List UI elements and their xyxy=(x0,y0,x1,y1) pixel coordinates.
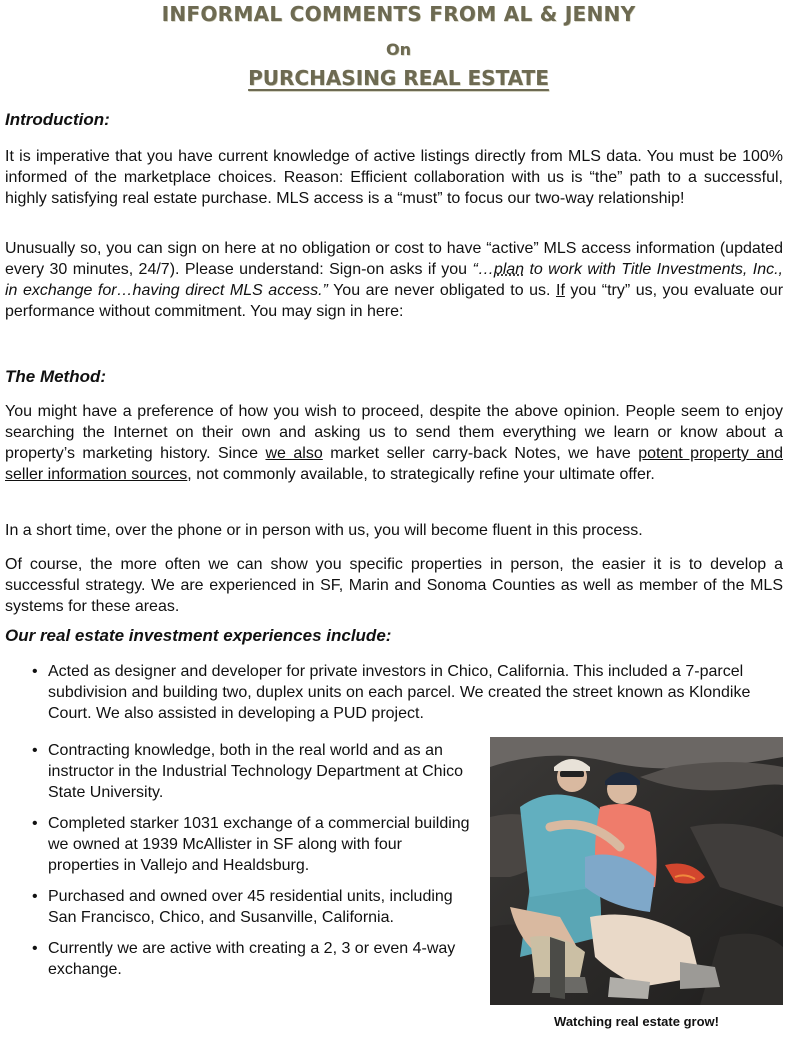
experience-list-wide xyxy=(32,661,784,724)
method-p1-text-b: market seller carry-back Notes, we have xyxy=(322,445,639,462)
method-p1-text-c: , not commonly available, to strategically refine your ultimate offer. xyxy=(187,466,655,483)
experience-heading: Our real estate investment experiences include: xyxy=(5,626,392,645)
method-p1-text-a: You might have a preference of how you wish to proceed, despite the above opinion. People seem to enjoy searching the Internet on their own and asking us to send them everything we learn or know about a property’s marketing history. Since xyxy=(5,403,783,462)
photo-caption: Watching real estate grow! xyxy=(554,1014,719,1029)
intro-p2-if: If xyxy=(556,282,565,299)
document-subtitle: On xyxy=(386,40,411,59)
bullet-dot: • xyxy=(32,663,38,680)
bullet-dot: • xyxy=(32,940,38,957)
method-paragraph-3: Of course, the more often we can show you specific properties in person, the easier it is to develop a successful strategy. We are experienced in SF, Marin and Sonoma Counties as well as member of the MLS systems for these areas. xyxy=(5,556,783,615)
list-item-text: Purchased and owned over 45 residential units, including San Francisco, Chico, and Susanville, California. xyxy=(48,888,453,926)
list-item xyxy=(32,938,472,980)
bullet-dot: • xyxy=(32,742,38,759)
intro-p2-quote-rest: to work with Title Investments, Inc., in exchange for…having direct MLS access.” xyxy=(5,261,784,299)
method-paragraph-1 xyxy=(5,401,783,485)
method-link-info-sources: potent property and seller information sources xyxy=(5,445,784,483)
bullet-dot: • xyxy=(32,815,38,832)
list-item xyxy=(32,813,472,876)
list-item-text: Currently we are active with creating a 2, 3 or even 4-way exchange. xyxy=(48,940,456,978)
list-item xyxy=(32,886,472,928)
introduction-paragraph-2 xyxy=(5,238,783,322)
method-heading: The Method: xyxy=(5,367,107,386)
list-item-text: Completed starker 1031 exchange of a commercial building we owned at 1939 McAllister in SF along with four properties in Vallejo and Healdsburg. xyxy=(48,815,470,874)
document-heading xyxy=(0,66,797,90)
intro-p2-quote-open: “… xyxy=(472,261,494,278)
document-title: INFORMAL COMMENTS FROM AL & JENNY xyxy=(161,2,636,26)
method-paragraph-2: In a short time, over the phone or in person with us, you will become fluent in this process. xyxy=(5,522,643,539)
couple-photo xyxy=(490,737,783,1005)
intro-p2-quote-plan: plan xyxy=(493,261,525,278)
couple-photo-illustration xyxy=(490,737,783,1005)
list-item-text: Acted as designer and developer for private investors in Chico, California. This included a 7-parcel subdivision and building two, duplex units on each parcel. We created the street known as Klondike Court. We also assisted in developing a PUD project. xyxy=(48,663,751,722)
bullet-dot: • xyxy=(32,888,38,905)
intro-p2-text-a: Unusually so, you can sign on here at no obligation or cost to have “active” MLS access information (updated every 30 minutes, 24/7). Please understand: Sign-on asks if you xyxy=(5,240,783,278)
list-item-text: Contracting knowledge, both in the real world and as an instructor in the Industrial Technology Department at Chico State University. xyxy=(48,742,464,801)
experience-list-narrow xyxy=(32,740,472,980)
introduction-paragraph-1: It is imperative that you have current knowledge of active listings directly from MLS data. You must be 100% informed of the marketplace choices. Reason: Efficient collaboration with us is “the” path to a successful, highly satisfying real estate purchase. MLS access is a “must” to focus our two-way relationship! xyxy=(5,148,783,207)
list-item xyxy=(32,661,784,724)
intro-p2-text-c: you “try” us, you evaluate our performance without commitment. You may sign in here: xyxy=(5,282,784,320)
list-item xyxy=(32,740,472,803)
intro-p2-text-b: You are never obligated to us. xyxy=(327,282,557,299)
method-link-we-also: we also xyxy=(265,445,323,462)
introduction-heading: Introduction: xyxy=(5,110,110,129)
document-heading-text: PURCHASING REAL ESTATE xyxy=(248,66,549,90)
